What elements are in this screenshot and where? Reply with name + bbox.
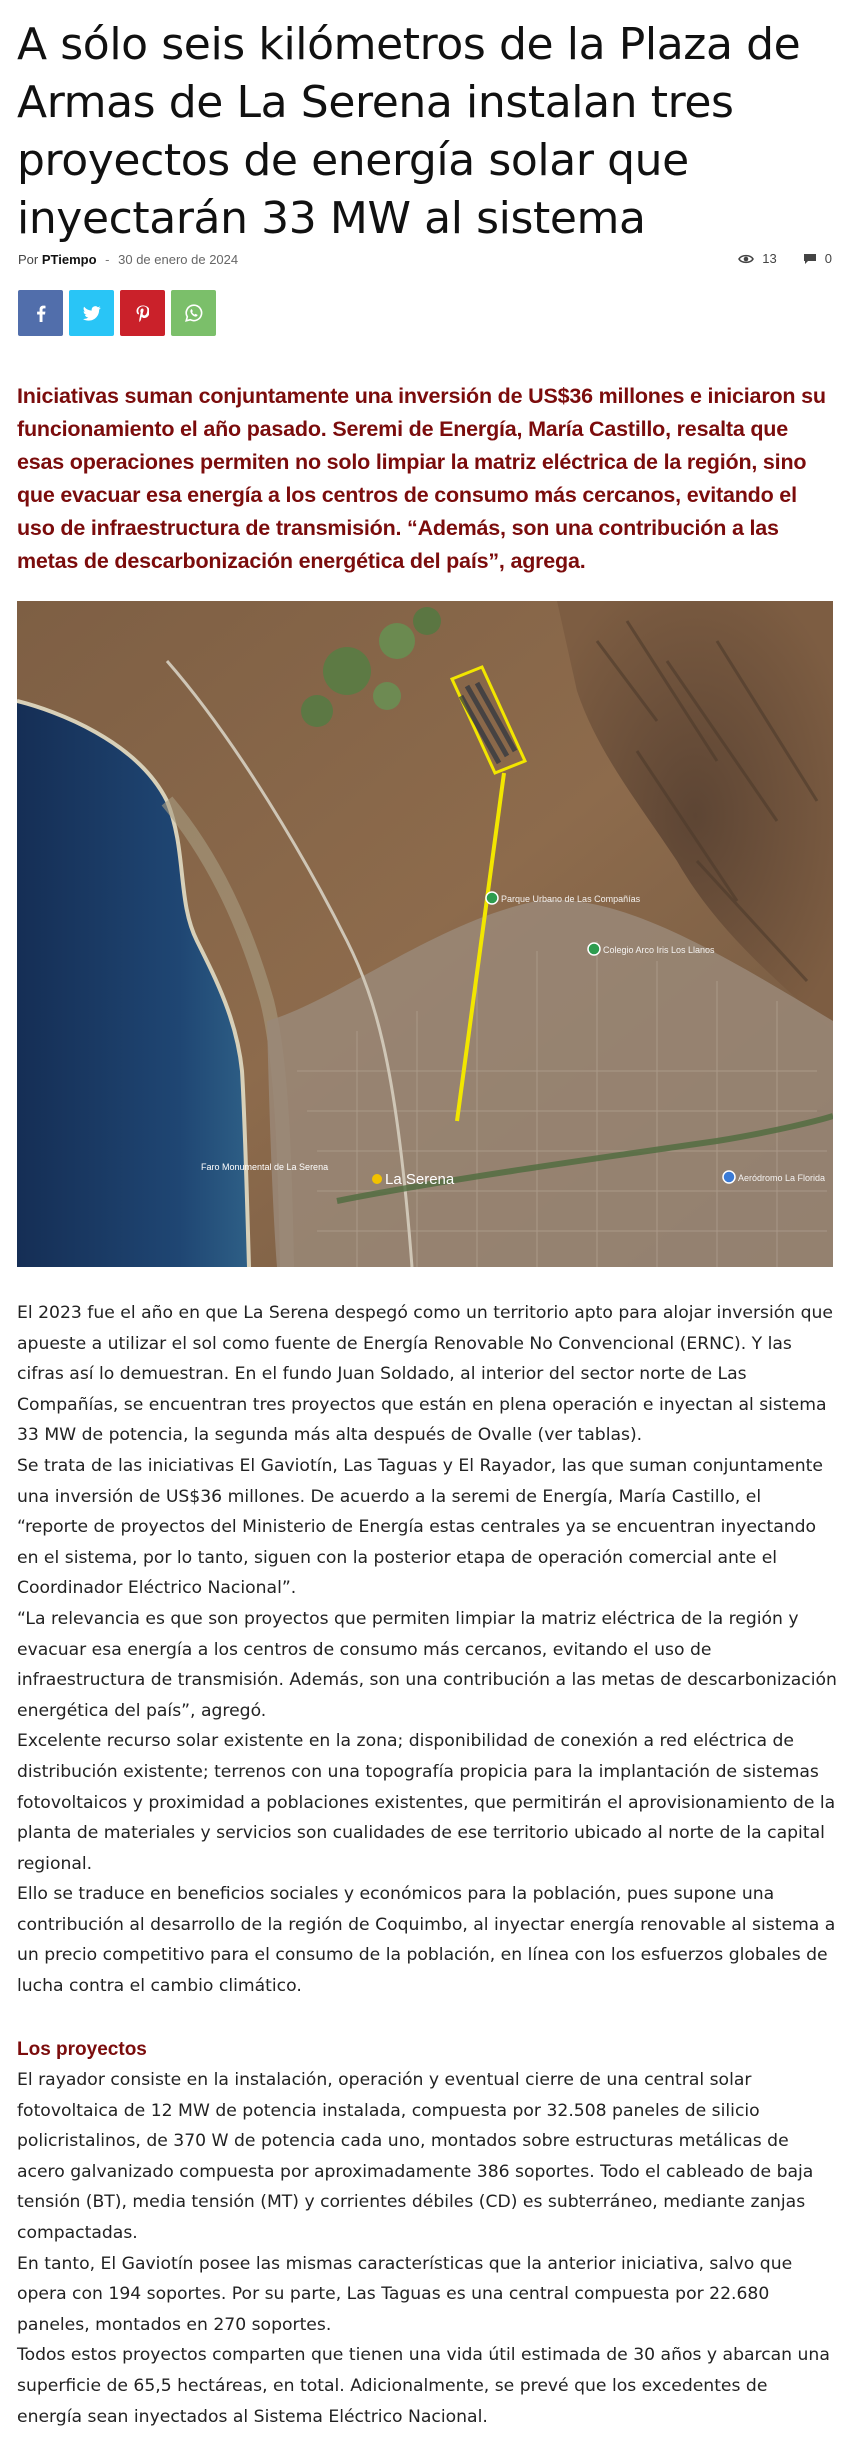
marker-place-3 [723, 1171, 735, 1183]
body-paragraph: El rayador consiste en la instalación, operación y eventual cierre de una central solar fotovoltaica de 12 MW de potencia instalada, compuesta por 32.508 paneles de silicio policristalinos, de 370 W de potencia cada uno, montados sobre estructuras metálicas de acero galvanizado compuesta por aproximadamente 386 soportes. Todo el cableado de baja tensión (BT), media tensión (MT) y corrientes débiles (CD) es subterráneo, mediante zanjas compactadas. [17, 2070, 814, 2243]
map-field-2 [379, 623, 415, 659]
body-paragraph: Se trata de las iniciativas El Gaviotín, Las Taguas y El Rayador, las que suman conjuntamente una inversión de US$36 millones. De acuerdo a la seremi de Energía, María Castillo, el “reporte de proyectos del Ministerio de Energía estas centrales ya se encuentran inyectando en el sistema, por lo tanto, siguen con la posterior etapa de operación comercial ante el Coordinador Eléctrico Nacional”. [17, 1455, 823, 1599]
satellite-map [17, 601, 833, 1267]
article-title: A sólo seis kilómetros de la Plaza de Armas de La Serena instalan tres proyectos de energía solar que inyectarán 33 MW al sistema [17, 19, 801, 244]
marker-place-2 [588, 943, 600, 955]
article-meta [18, 252, 238, 267]
marker-place-1 [486, 892, 498, 904]
section-heading: Los proyectos [17, 2039, 147, 2060]
comment-icon [803, 253, 817, 265]
map-field-4 [373, 682, 401, 710]
body-paragraph: El 2023 fue el año en que La Serena despegó como un territorio apto para alojar inversión que apueste a utilizar el sol como fuente de Energía Renovable No Convencional (ERNC). Y las cifras así lo demuestran. En el fundo Juan Soldado, al interior del sector norte de Las Compañías, se encuentran tres proyectos que están en plena operación e inyectan al sistema 33 MW de potencia, la segunda más alta después de Ovalle (ver tablas). [17, 1303, 834, 1446]
map-field-3 [301, 695, 333, 727]
facebook-icon [36, 305, 46, 322]
by-label: Por [18, 252, 39, 267]
views-value: 13 [762, 251, 777, 266]
publish-date: 30 de enero de 2024 [118, 252, 239, 267]
eye-icon [738, 253, 754, 265]
share-facebook-button[interactable] [18, 290, 63, 336]
share-pinterest-button[interactable] [120, 290, 165, 336]
share-twitter-button[interactable] [69, 290, 114, 336]
comments-value: 0 [824, 251, 832, 266]
article-lead: Iniciativas suman conjuntamente una inversión de US$36 millones e iniciaron su funcionamiento el año pasado. Seremi de Energía, María Castillo, resalta que esas operaciones permiten no solo limpiar la matriz eléctrica de la región, sino que evacuar esa energía a los centros de consumo más cercanos, evitando el uso de infraestructura de transmisión. “Además, son una contribución a las metas de descarbonización energética del país”, agrega. [17, 384, 826, 573]
map-label-place-3: Aeródromo La Florida [738, 1173, 826, 1183]
body-paragraph: Todos estos proyectos comparten que tienen una vida útil estimada de 30 años y abarcan una superficie de 65,5 hectáreas, en total. Adicionalmente, se prevé que los excedentes de energía sean inyectados al Sistema Eléctrico Nacional. [17, 2345, 830, 2427]
map-label-lighthouse: Faro Monumental de La Serena [201, 1162, 329, 1172]
body-paragraph: Excelente recurso solar existente en la zona; disponibilidad de conexión a red eléctrica de distribución existente; terrenos con una topografía propicia para la implantación de sistemas fotovoltaicos y proximidad a poblaciones existentes, que permitirán el aprovisionamiento de la planta de materiales y servicios son cualidades de ese territorio ubicado al norte de la capital regional. [17, 1731, 836, 1874]
map-label-city: La Serena [385, 1171, 455, 1188]
body-paragraph: Ello se traduce en beneficios sociales y económicos para la población, pues supone una contribución al desarrollo de la región de Coquimbo, al inyectar energía renovable al sistema a un precio competitivo para el consumo de la población, en línea con los esfuerzos globales de lucha contra el cambio climático. [17, 1884, 836, 1997]
article-body [17, 1298, 837, 2002]
whatsapp-icon [185, 304, 203, 322]
satellite-map-image [17, 601, 833, 1267]
share-whatsapp-button[interactable] [171, 290, 216, 336]
comments-count[interactable] [803, 251, 832, 266]
body-paragraph: “La relevancia es que son proyectos que permiten limpiar la matriz eléctrica de la región y evacuar esa energía a los centros de consumo más cercanos, evitando el uso de infraestructura de transmisión. Además, son una contribución a las metas de descarbonización energética del país”, agregó. [17, 1608, 837, 1721]
twitter-icon [83, 306, 101, 321]
marker-city [372, 1174, 382, 1184]
share-buttons [18, 290, 216, 336]
map-label-place-1: Parque Urbano de Las Compañías [501, 894, 641, 904]
body-paragraph: En tanto, El Gaviotín posee las mismas características que la anterior iniciativa, salvo que opera con 194 soportes. Por su parte, Las Taguas es una central compuesta por 22.680 paneles, montados en 270 soportes. [17, 2253, 793, 2335]
article-stats [738, 251, 832, 266]
views-count [738, 251, 776, 266]
author-link[interactable]: PTiempo [41, 252, 97, 267]
meta-separator: - [105, 252, 110, 267]
article-body-projects [17, 2065, 837, 2432]
map-field-5 [413, 607, 441, 635]
map-label-place-2: Colegio Arco Iris Los Llanos [603, 945, 715, 955]
pinterest-icon [136, 305, 149, 322]
map-field-1 [323, 647, 371, 695]
